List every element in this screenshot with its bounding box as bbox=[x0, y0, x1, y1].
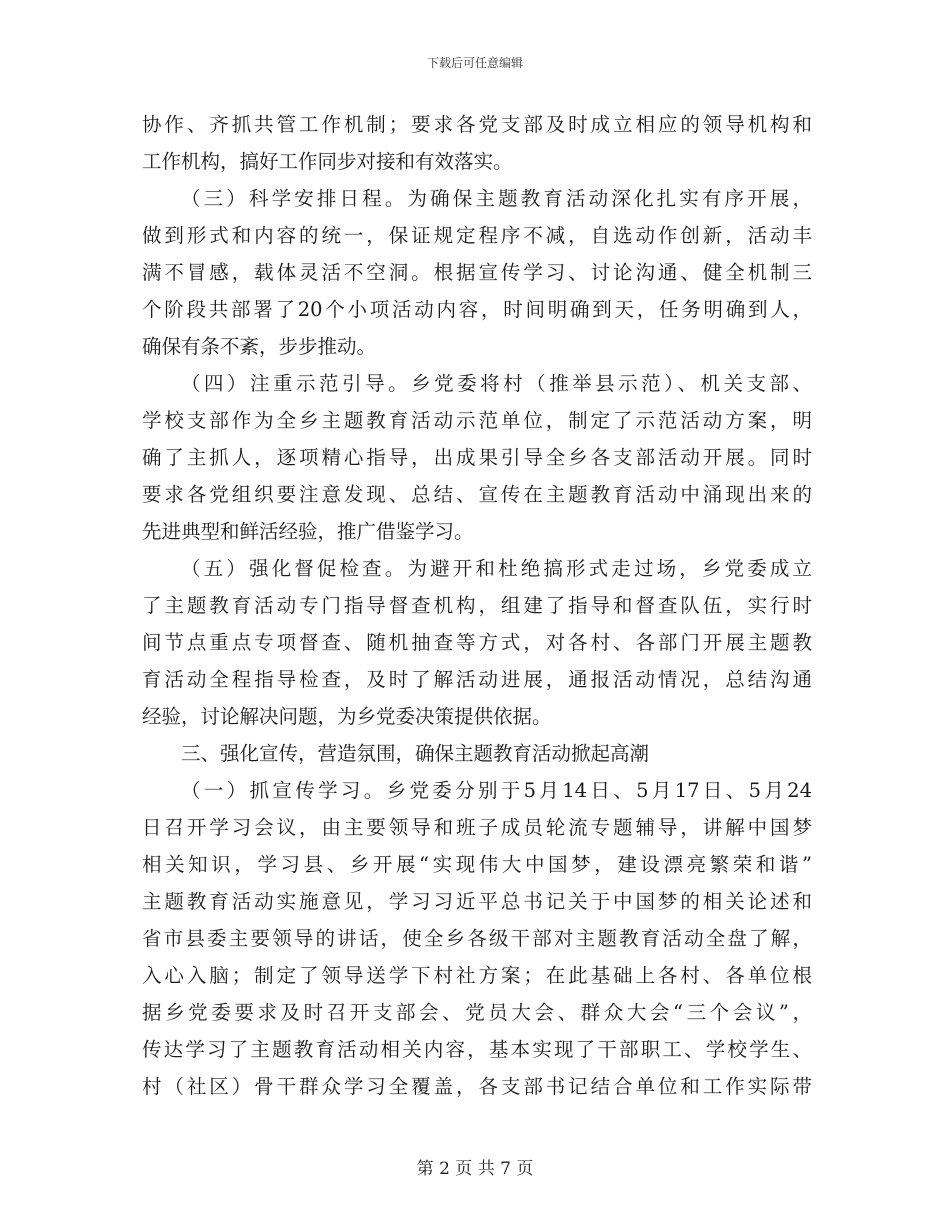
text-line: （五）强化督促检查。为避开和杜绝搞形式走过场，乡党委成立 bbox=[181, 557, 812, 580]
text-line: 育活动全程指导检查，及时了解活动进展，通报活动情况，总结沟通 bbox=[142, 668, 812, 691]
text-line: （三）科学安排日程。为确保主题教育活动深化扎实有序开展， bbox=[181, 187, 812, 210]
text-line: 协作、齐抓共管工作机制；要求各党支部及时成立相应的领导机构和 bbox=[142, 113, 812, 136]
document-body bbox=[142, 106, 812, 1105]
text-line: 相关知识，学习县、乡开展“实现伟大中国梦，建设漂亮繁荣和谐” bbox=[142, 853, 812, 876]
text-line: 经验，讨论解决问题，为乡党委决策提供依据。 bbox=[142, 705, 552, 728]
text-line: 省市县委主要领导的讲话，使全乡各级干部对主题教育活动全盘了解， bbox=[142, 927, 812, 950]
text-line: 做到形式和内容的统一，保证规定程序不减，自选动作创新，活动丰 bbox=[142, 224, 812, 247]
text-line: 确了主抓人，逐项精心指导，出成果引导全乡各支部活动开展。同时 bbox=[142, 446, 812, 469]
text-line: 要求各党组织要注意发现、总结、宣传在主题教育活动中涌现出来的 bbox=[142, 483, 812, 506]
text-line: 日召开学习会议，由主要领导和班子成员轮流专题辅导，讲解中国梦 bbox=[142, 816, 812, 839]
text-line: 村（社区）骨干群众学习全覆盖，各支部书记结合单位和工作实际带 bbox=[142, 1075, 812, 1098]
text-line: 了主题教育活动专门指导督查机构，组建了指导和督查队伍，实行时 bbox=[142, 594, 812, 617]
text-line: 入心入脑；制定了领导送学下村社方案；在此基础上各村、各单位根 bbox=[142, 964, 812, 987]
page-header: 下载后可任意编辑 bbox=[426, 56, 523, 70]
text-line: 确保有条不紊，步步推动。 bbox=[142, 335, 377, 358]
text-line: 工作机构，搞好工作同步对接和有效落实。 bbox=[142, 150, 513, 173]
text-line: 间节点重点专项督查、随机抽查等方式，对各村、各部门开展主题教 bbox=[142, 631, 812, 654]
text-line: 据乡党委要求及时召开支部会、党员大会、群众大会“三个会议”， bbox=[142, 1001, 812, 1024]
text-line: 先进典型和鲜活经验，推广借鉴学习。 bbox=[142, 520, 474, 543]
text-line: （四）注重示范引导。乡党委将村（推举县示范）、机关支部、 bbox=[181, 372, 812, 395]
text-line: （一）抓宣传学习。乡党委分别于5月14日、5月17日、5月24 bbox=[181, 779, 812, 802]
page-number-footer: 第 2 页 共 7 页 bbox=[416, 1159, 534, 1179]
text-line: 个阶段共部署了20个小项活动内容，时间明确到天，任务明确到人， bbox=[142, 298, 812, 321]
text-line: 学校支部作为全乡主题教育活动示范单位，制定了示范活动方案，明 bbox=[142, 409, 812, 432]
text-line: 传达学习了主题教育活动相关内容，基本实现了干部职工、学校学生、 bbox=[142, 1038, 812, 1061]
text-line: 主题教育活动实施意见，学习习近平总书记关于中国梦的相关论述和 bbox=[142, 890, 812, 913]
text-line: 三、强化宣传，营造氛围，确保主题教育活动掀起高潮 bbox=[181, 742, 650, 765]
text-line: 满不冒感，载体灵活不空洞。根据宣传学习、讨论沟通、健全机制三 bbox=[142, 261, 812, 284]
